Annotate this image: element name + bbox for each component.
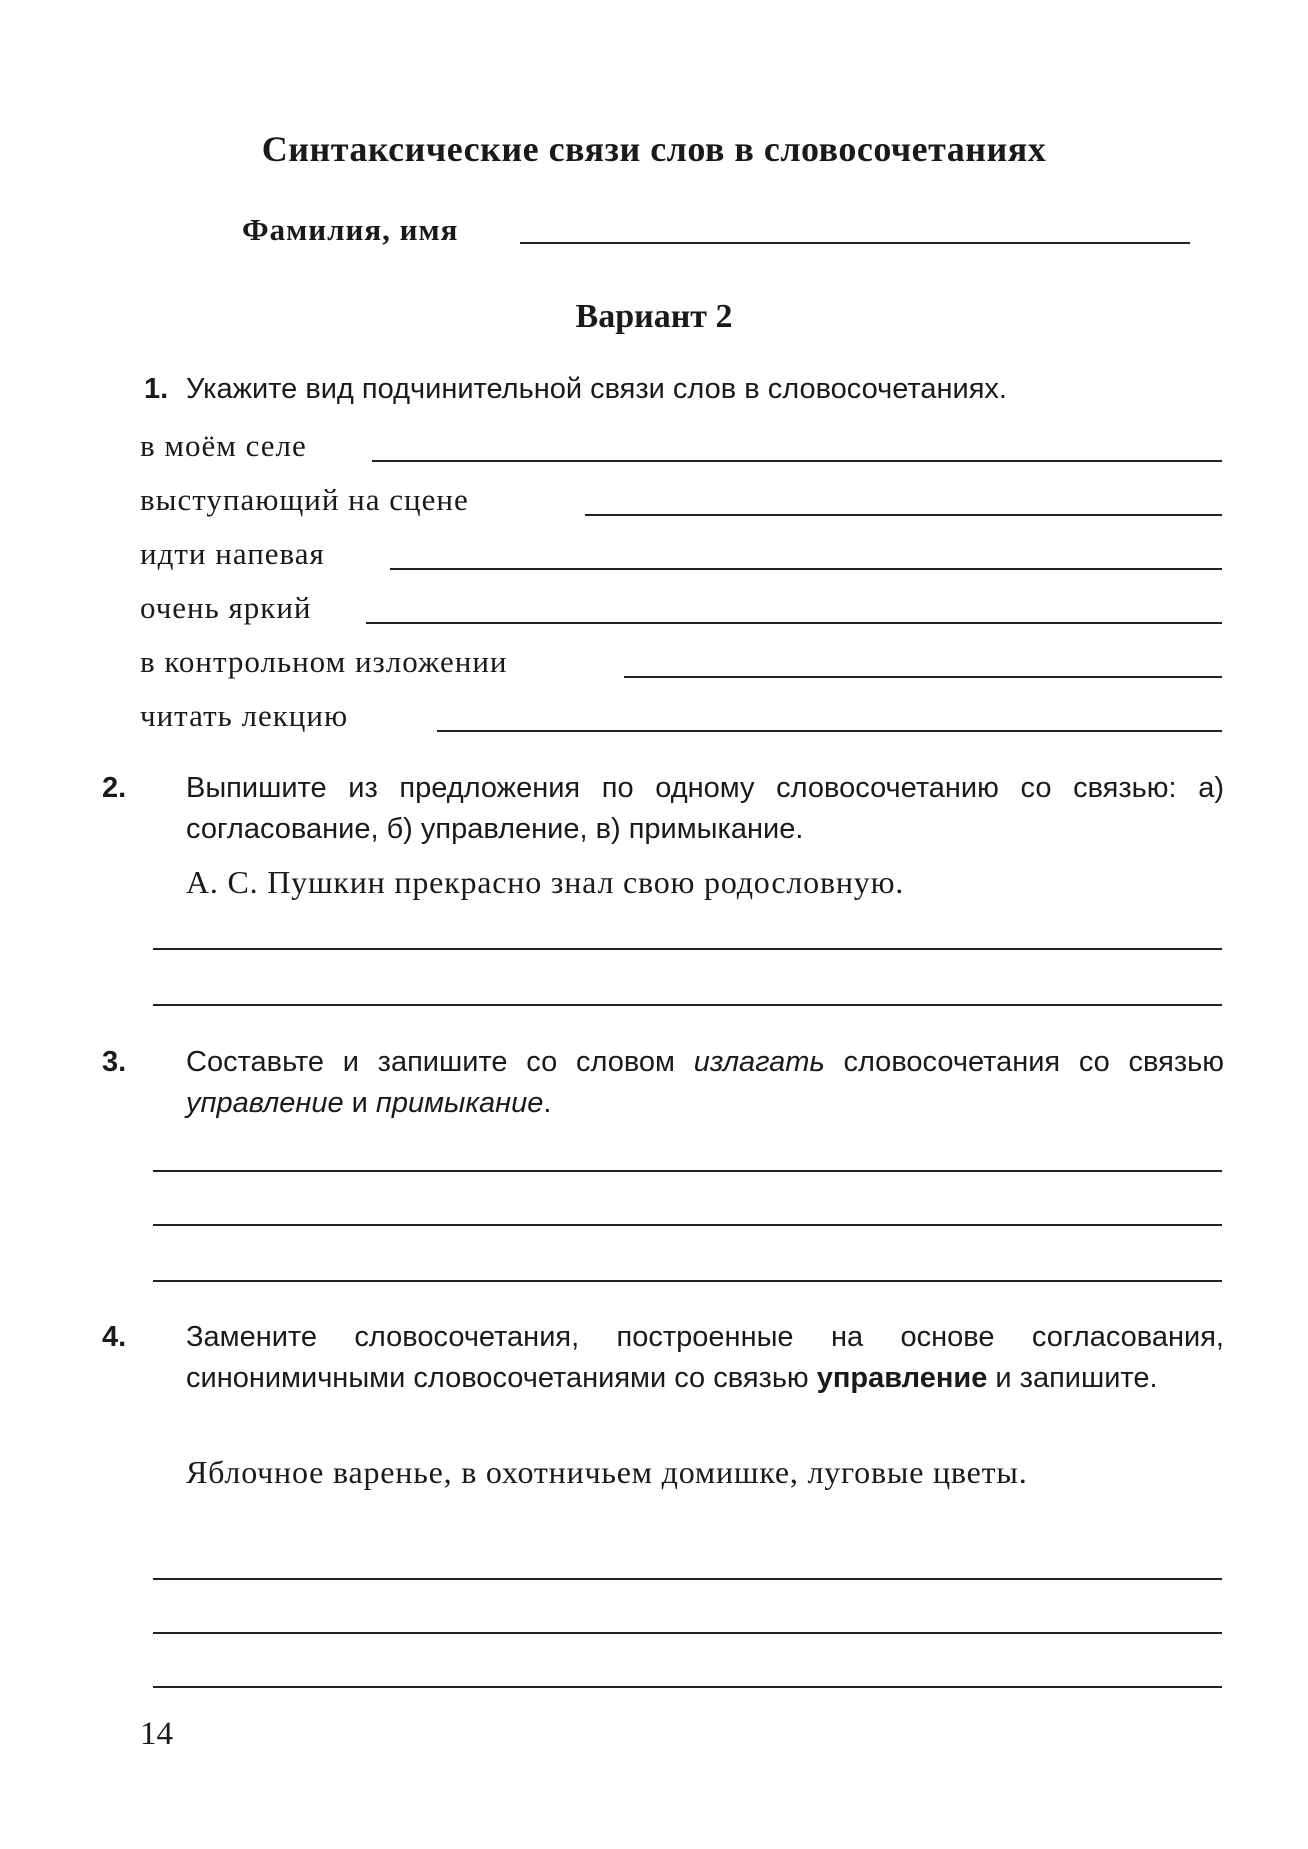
answer-line-3[interactable] <box>390 568 1222 570</box>
phrase-5: в контрольном изложении <box>140 644 508 679</box>
name-label: Фамилия, имя <box>242 212 459 247</box>
task-4-answer-line-2[interactable] <box>153 1632 1222 1634</box>
task-4-sentence: Яблочное варенье, в охотничьем домишке, луговые цветы. <box>186 1454 1028 1490</box>
task-3-term-2: примыкание <box>375 1087 544 1119</box>
task-4-text-a: Замените словосочетания, построенные на основе согласования, синонимичными словосочетаниями со связью <box>186 1321 1224 1394</box>
phrase-6: читать лекцию <box>140 698 349 733</box>
task-3-word: излагать <box>693 1046 825 1078</box>
phrase-3: идти напевая <box>140 536 325 571</box>
task-2-number: 2. <box>102 772 127 804</box>
task-3-text-f: . <box>543 1087 552 1119</box>
task-3-answer-line-1[interactable] <box>153 1170 1222 1172</box>
task-2-sentence: А. С. Пушкин прекрасно знал свою родословную. <box>186 864 905 900</box>
phrase-4: очень яркий <box>140 590 312 625</box>
task-2-answer-line-2[interactable] <box>153 1004 1222 1006</box>
variant-heading: Вариант 2 <box>575 298 733 335</box>
task-3-term-1: управление <box>186 1087 344 1119</box>
task-3 <box>102 1042 1224 1124</box>
task-3-text-b: словосочетания со связью <box>824 1046 1224 1078</box>
name-field-line[interactable] <box>520 242 1190 244</box>
task-2 <box>102 768 1224 850</box>
task-3-number: 3. <box>102 1046 127 1078</box>
phrase-2: выступающий на сцене <box>140 482 469 517</box>
task-3-text-a: Составьте и запишите со словом <box>186 1046 694 1078</box>
page-title: Синтаксические связи слов в словосочетаниях <box>261 129 1047 169</box>
task-4-number: 4. <box>102 1321 127 1353</box>
task-4-text-b: и запишите. <box>987 1362 1158 1394</box>
task-1 <box>144 369 1224 410</box>
answer-line-1[interactable] <box>372 460 1222 462</box>
task-4-answer-line-1[interactable] <box>153 1578 1222 1580</box>
task-1-text: Укажите вид подчинительной связи слов в словосочетаниях. <box>186 373 1007 405</box>
task-4 <box>102 1317 1224 1399</box>
task-3-answer-line-3[interactable] <box>153 1280 1222 1282</box>
task-1-number: 1. <box>144 373 169 405</box>
answer-line-5[interactable] <box>624 676 1222 678</box>
task-3-answer-line-2[interactable] <box>153 1224 1222 1226</box>
phrase-1: в моём селе <box>140 428 307 463</box>
answer-line-6[interactable] <box>437 730 1222 732</box>
answer-line-2[interactable] <box>585 514 1222 516</box>
page-number: 14 <box>140 1716 173 1752</box>
task-2-text: Выпишите из предложения по одному словосочетанию со связью: а) согласование, б) управление, в) примыкание. <box>186 772 1224 845</box>
task-3-text-d: и <box>343 1087 376 1119</box>
task-2-answer-line-1[interactable] <box>153 948 1222 950</box>
task-4-bold-term: управление <box>816 1362 988 1394</box>
task-4-answer-line-3[interactable] <box>153 1686 1222 1688</box>
answer-line-4[interactable] <box>366 622 1222 624</box>
